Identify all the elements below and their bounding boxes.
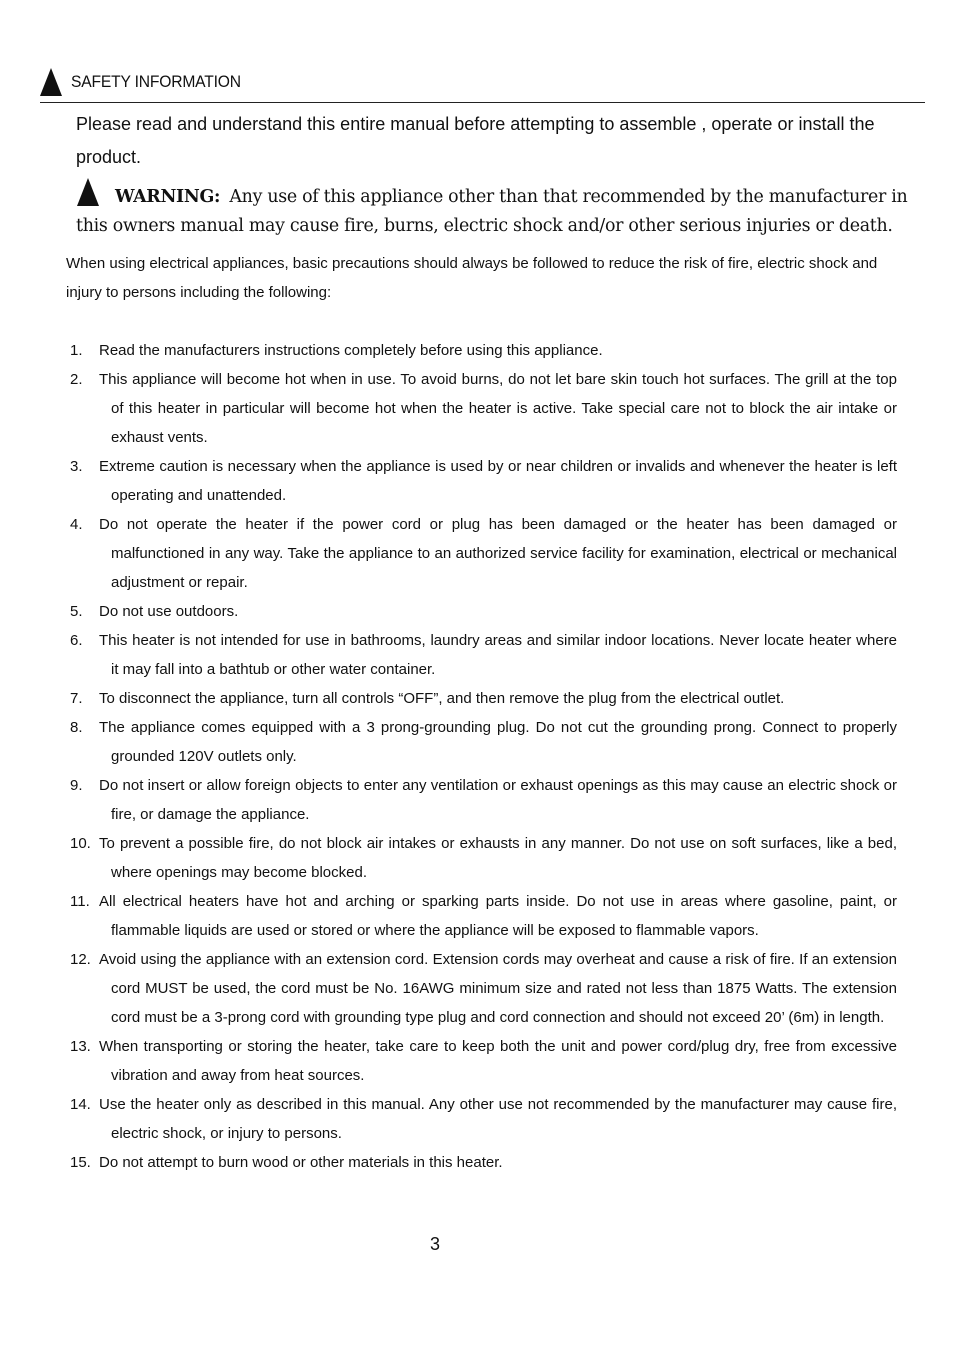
list-item — [66, 365, 897, 452]
list-item-text: Extreme caution is necessary when the appliance is used by or near children or invalids and whenever the heater is left operating and unattended. — [99, 458, 897, 504]
list-item-text: Do not insert or allow foreign objects to enter any ventilation or exhaust openings as this may cause an electric shock or fire, or damage the appliance. — [99, 777, 897, 823]
list-item-number: 2. — [70, 371, 83, 388]
list-item-number: 12. — [70, 951, 91, 968]
list-item-number: 1. — [70, 342, 83, 359]
warning-triangle-icon — [40, 68, 62, 96]
list-item — [66, 1032, 897, 1090]
warning-block — [76, 178, 914, 241]
section-header — [40, 66, 925, 103]
list-item — [66, 1090, 897, 1148]
warning-text: Any use of this appliance other than that recommended by the manufacturer in this owners manual may cause fire, burns, electric shock and/or other serious injuries or death. — [76, 187, 908, 236]
list-item — [66, 510, 897, 597]
list-item — [66, 1148, 897, 1177]
precaution-text: When using electrical appliances, basic precautions should always be followed to reduce the risk of fire, electric shock and injury to persons including the following: — [66, 255, 878, 301]
list-item-text: When transporting or storing the heater, take care to keep both the unit and power cord/plug dry, free from excessive vibration and away from heat sources. — [99, 1038, 897, 1084]
list-item-text: This heater is not intended for use in bathrooms, laundry areas and similar indoor locations. Never locate heater where it may fall into a bathtub or other water container. — [99, 632, 897, 678]
section-title: SAFETY INFORMATION — [71, 72, 241, 91]
list-item-number: 10. — [70, 835, 91, 852]
list-item-number: 6. — [70, 632, 83, 649]
safety-list — [66, 336, 897, 1177]
list-item-number: 8. — [70, 719, 83, 736]
list-item-text: To prevent a possible fire, do not block air intakes or exhausts in any manner. Do not use on soft surfaces, like a bed, where openings may become blocked. — [99, 835, 897, 881]
list-item — [66, 713, 897, 771]
list-item-number: 4. — [70, 516, 83, 533]
list-item — [66, 945, 897, 1032]
list-item-text: Avoid using the appliance with an extension cord. Extension cords may overheat and cause a risk of fire. If an extension cord MUST be used, the cord must be No. 16AWG minimum size and rated not less than 1875 Watts. The extension cord must be a 3-prong cord with grounding type plug and cord connection and should not exceed 20’ (6m) in length. — [99, 951, 897, 1026]
list-item-text: Do not operate the heater if the power cord or plug has been damaged or the heater has been damaged or malfunctioned in any way. Take the appliance to an authorized service facility for examination, electrical or mechanical adjustment or repair. — [99, 516, 897, 591]
list-item-number: 14. — [70, 1096, 91, 1113]
list-item-number: 13. — [70, 1038, 91, 1055]
list-item — [66, 452, 897, 510]
list-item — [66, 626, 897, 684]
list-item-text: Read the manufacturers instructions completely before using this appliance. — [99, 342, 603, 359]
list-item — [66, 829, 897, 887]
list-item — [66, 771, 897, 829]
list-item — [66, 597, 897, 626]
list-item-number: 3. — [70, 458, 83, 475]
list-item-text: Do not use outdoors. — [99, 603, 239, 620]
list-item-number: 11. — [70, 893, 90, 910]
list-item-text: All electrical heaters have hot and arching or sparking parts inside. Do not use in areas where gasoline, paint, or flammable liquids are used or stored or where the appliance will be exposed to flammable vapors. — [99, 893, 897, 939]
list-item-text: The appliance comes equipped with a 3 prong-grounding plug. Do not cut the grounding prong. Connect to properly grounded 120V outlets only. — [99, 719, 897, 765]
page-number: 3 — [429, 1234, 440, 1254]
list-item-text: This appliance will become hot when in use. To avoid burns, do not let bare skin touch hot surfaces. The grill at the top of this heater in particular will become hot when the heater is active. Take special care not to block the air intake or exhaust vents. — [99, 371, 897, 446]
warning-triangle-icon — [77, 178, 99, 206]
list-item-number: 15. — [70, 1154, 91, 1171]
list-item-number: 7. — [70, 690, 83, 707]
warning-label: WARNING: — [115, 187, 221, 207]
intro-text: Please read and understand this entire manual before attempting to assemble , operate or install the product. — [76, 114, 875, 167]
list-item — [66, 336, 897, 365]
list-item-text: To disconnect the appliance, turn all controls “OFF”, and then remove the plug from the electrical outlet. — [99, 690, 785, 707]
list-item-text: Use the heater only as described in this manual. Any other use not recommended by the manufacturer may cause fire, electric shock, or injury to persons. — [99, 1096, 897, 1142]
list-item-number: 5. — [70, 603, 83, 620]
list-item-number: 9. — [70, 777, 83, 794]
list-item — [66, 887, 897, 945]
list-item — [66, 684, 897, 713]
list-item-text: Do not attempt to burn wood or other materials in this heater. — [99, 1154, 503, 1171]
